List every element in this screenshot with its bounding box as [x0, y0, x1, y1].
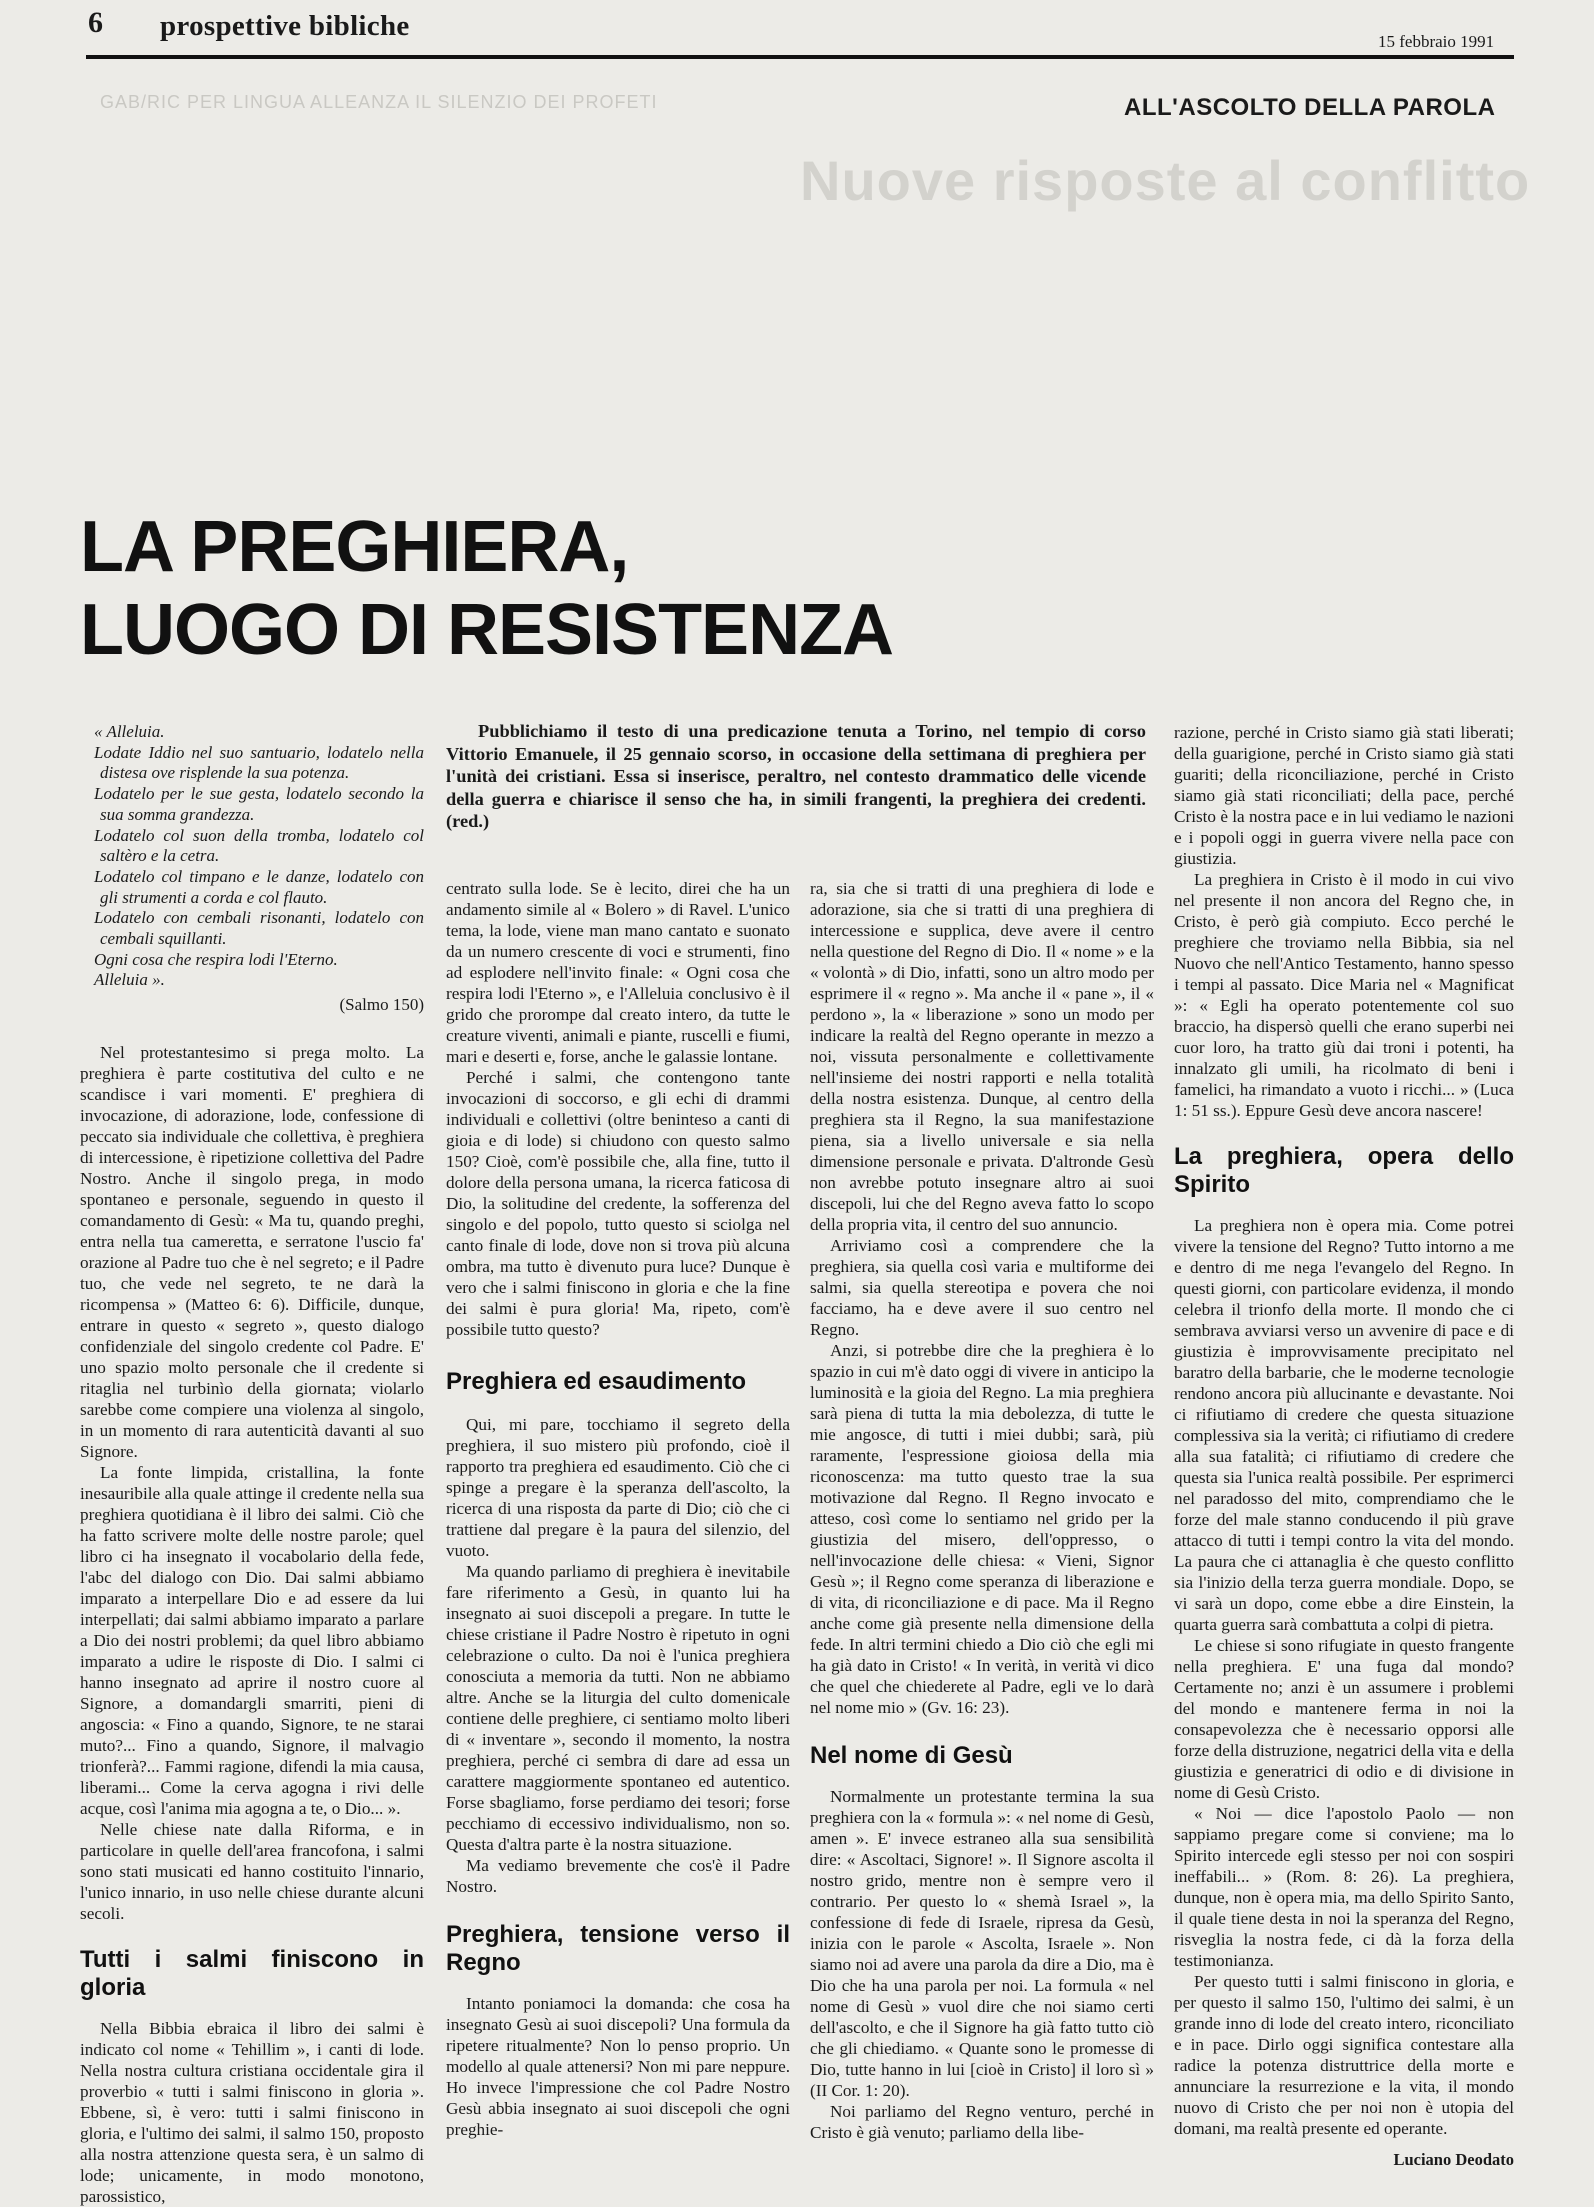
article-title	[80, 506, 980, 672]
paragraph: La preghiera in Cristo è il modo in cui vivo nel presente il non ancora del Regno che, in Cristo, è però già compiuto. Ecco perché le preghiere che troviamo nella Bibbia, sia nel Nuovo che nell'Antico Testamento, hanno spesso i tempi al passato. Dice Maria nel « Magnificat »: « Egli ha operato potentemente col suo braccio, ha dispersò quelli che erano superbi nei cuor loro, ha tratto giù dai troni i potenti, ha innalzato gli umili, ha ricolmato di beni i famelici, ha rimandato a vuoto i ricchi... » (Luca 1: 51 ss.). Eppure Gesù deve ancora nascere!	[1174, 870, 1514, 1120]
title-line-1: LA PREGHIERA,	[80, 507, 629, 587]
paragraph: razione, perché in Cristo siamo già stati liberati; della guarigione, perché in Cristo siamo già stati guariti; della riconciliazione, perché in Cristo siamo già stati riconciliati; della pace, perché Cristo è la nostra pace e in lui vediamo le nazioni e i popoli oggi in guerra vivere nella pace con giustizia.	[1174, 723, 1514, 868]
psalm-line: Alleluia ».	[94, 970, 165, 990]
header-rule	[86, 55, 1514, 59]
subheading-esaudimento: Preghiera ed esaudimento	[446, 1368, 747, 1395]
subheading-nome-di-gesu: Nel nome di Gesù	[810, 1742, 1013, 1769]
column-2	[446, 878, 790, 2140]
psalm-line: Ogni cosa che respira lodi l'Eterno.	[94, 949, 338, 969]
paragraph: Nella Bibbia ebraica il libro dei salmi è indicato col nome « Tehillim », i canti di lode. Nella nostra cultura cristiana occidentale gira il proverbio « tutti i salmi finiscono in gloria ». Ebbene, sì, è vero: tutti i salmi finiscono in gloria, e l'ultimo dei salmi, il salmo 150, proposto alla nostra attenzione questa sera, è un salmo di lode; unicamente, in modo monotono, parossistico,	[80, 2018, 424, 2206]
psalm-line: Lodatelo con cembali risonanti, lodatelo con cembali squillanti.	[94, 908, 424, 949]
paragraph: Nel protestantesimo si prega molto. La preghiera è parte costitutiva del culto e ne scandisce i vari momenti. E' preghiera di invocazione, di adorazione, lode, confessione di peccato sia individuale che collettiva, è preghiera di intercessione, è ripetizione collettiva del Padre Nostro. Anche il singolo prega, in modo spontaneo e personale, seguendo in questo il comandamento di Gesù: « Ma tu, quando preghi, entra nella tua cameretta, e serratone l'uscio fa' orazione al Padre tuo che è nel segreto; e il Padre tuo, che vede nel segreto, te ne darà la ricompensa » (Matteo 6: 6). Difficile, dunque, entrare in questo « segreto », questo dialogo confidenziale del singolo credente col Padre. E' uno spazio molto personale che il credente si ritaglia nel turbinìo della giornata; violarlo sarebbe come compiere una violenza al singolo, in un momento di rara autenticità davanti al suo Signore.	[80, 1042, 424, 1461]
paragraph: Ma vediamo brevemente che cos'è il Padre Nostro.	[446, 1856, 790, 1896]
magazine-name: prospettive bibliche	[160, 10, 410, 42]
subheading-opera-dello-spirito: La preghiera, opera dello Spirito	[1174, 1143, 1514, 1198]
psalm-quote	[80, 722, 424, 1016]
paragraph: Arriviamo così a comprendere che la preghiera, sia quella così varia e multiforme dei salmi, sia quella stereotipa e povera che noi facciamo, ha e deve avere il suo centro nel Regno.	[810, 1236, 1154, 1339]
subheading-tutti-i-salmi: Tutti i salmi finiscono in gloria	[80, 1945, 424, 2001]
bleed-through-text: GAB/RIC PER LINGUA ALLEANZA IL SILENZIO DEI PROFETI	[100, 92, 658, 112]
intro-text: Pubblichiamo il testo di una predicazione tenuta a Torino, nel tempio di corso Vittorio Emanuele, il 25 gennaio scorso, in occasione della settimana di preghiera per l'unità dei cristiani. Essa si inserisce, peraltro, nel contesto drammatico delle vicende della guerra e chiarisce il senso che ha, in simili frangenti, la preghiera dei credenti. (red.)	[446, 721, 1146, 831]
column-4	[1174, 722, 1514, 2170]
psalm-source: (Salmo 150)	[339, 995, 424, 1015]
column-3	[810, 878, 1154, 2143]
paragraph: Normalmente un protestante termina la sua preghiera con la « formula »: « nel nome di Gesù, amen ». E' invece estraneo alla sua sensibilità dire: « Ascoltaci, Signore! ». Il Signore ascolta il nostro grido, mentre non è sempre vero il contrario. Per questo lo « shemà Israel », la confessione di fede di Israele, ripresa da Gesù, inizia con le parole « Ascolta, Israele ». Non siamo noi ad avere una parola da dire a Dio, ma è Dio che ha una parola per noi. La formula « nel nome di Gesù » vuol dire che noi siamo certi dell'ascolto, e che il Signore ha già fatto tutto ciò che gli chiediamo. « Quante sono le promesse di Dio, tutte hanno in lui [cioè in Cristo] il loro sì » (II Cor. 1: 20).	[810, 1787, 1154, 2100]
paragraph: ra, sia che si tratti di una preghiera di lode e adorazione, sia che si tratti di una preghiera di intercessione e supplica, deve avere il centro nella questione del Regno di Dio. Il « nome » e la « volontà » di Dio, infatti, sono un altro modo per esprimere il « regno ». Ma anche il « pane », il « perdono », la « liberazione » sono un modo per indicare la realtà del Regno operante in mezzo a noi, vissuta personalmente e collettivamente nell'insieme dei nostri rapporti e nella totalità della nostra esistenza. Dunque, al centro della preghiera sta il Regno, la sua manifestazione piena, sia a livello universale e sia nella dimensione personale e privata. D'altronde Gesù non avrebbe potuto insegnare altro ai suoi discepoli, lui che del Regno aveva fatto lo scopo della propria vita, il centro del suo annuncio.	[810, 879, 1154, 1234]
section-label: ALL'ASCOLTO DELLA PAROLA	[1124, 94, 1496, 121]
paragraph: Ma quando parliamo di preghiera è inevitabile fare riferimento a Gesù, in quanto lui ha insegnato ai suoi discepoli a pregare. In tutte le chiese cristiane il Padre Nostro è ripetuto in ogni celebrazione o culto. Da noi è l'unica preghiera conosciuta a memoria da tutti. Non ne abbiamo altre. Anche se la liturgia del culto domenicale contiene delle preghiere, ci sentiamo molto liberi di « inventare », secondo il momento, la nostra preghiera, perché ci sembra di dare ad essa un carattere maggiormente spontaneo ed autentico. Forse sbagliamo, forse perdiamo dei tesori; forse pecchiamo di eccessivo individualismo, non so. Questa d'altra parte è la nostra situazione.	[446, 1562, 790, 1854]
bleed-through-heading: Nuove risposte al conflitto	[800, 149, 1531, 212]
paragraph: « Noi — dice l'apostolo Paolo — non sappiamo pregare come si conviene; ma lo Spirito intercede egli stesso per noi con sospiri ineffabili... » (Rom. 8: 26). La preghiera, dunque, non è opera mia, ma dello Spirito Santo, il quale tiene desta in noi la speranza del Regno, risveglia la nostra fede, ci dà la forza della testimonianza.	[1174, 1804, 1514, 1970]
paragraph: Noi parliamo del Regno venturo, perché in Cristo è già venuto; parliamo della libe-	[810, 2102, 1154, 2142]
page-number: 6	[88, 6, 103, 39]
paragraph: Nelle chiese nate dalla Riforma, e in particolare in quelle dell'area francofona, i salmi sono stati musicati ed hanno costituito l'innario, l'unico innario, in uso nelle chiese durante alcuni secoli.	[80, 1819, 424, 1923]
author-signature: Luciano Deodato	[1393, 2150, 1514, 2169]
psalm-line: Lodate Iddio nel suo santuario, lodatelo nella distesa ove risplende la sua potenza.	[94, 742, 424, 783]
article-intro	[446, 720, 1146, 833]
paragraph: Le chiese si sono rifugiate in questo frangente nella preghiera. E' una fuga dal mondo? Certamente no; anzi è un assumere i problemi del mondo e mantenere ferma in noi la consapevolezza che è necessario opporsi alle forze della distruzione, negatrici della vita e della giustizia e generatrici di odio e di divisione in nome di Gesù Cristo.	[1174, 1636, 1514, 1802]
paragraph: Per questo tutti i salmi finiscono in gloria, e per questo il salmo 150, l'ultimo dei salmi, è un grande inno di lode del creato intero, riconciliato e in pace. Dirlo oggi significa contestare alla radice la potenza distruttrice della morte e annunciare la resurrezione e la vita, il mondo nuovo di Cristo che per noi non è utopia del domani, ma realtà presente ed operante.	[1174, 1972, 1514, 2138]
psalm-line: Lodatelo col suon della tromba, lodatelo col saltèro e la cetra.	[94, 825, 424, 866]
psalm-line: Lodatelo col timpano e le danze, lodatelo con gli strumenti a corda e col flauto.	[94, 866, 424, 907]
psalm-line: « Alleluia.	[94, 722, 165, 741]
paragraph: Anzi, si potrebbe dire che la preghiera è lo spazio in cui m'è dato oggi di vivere in anticipo la luminosità e la gioia del Regno. La mia preghiera sarà piena di tutta la mia debolezza, di tutte le mie angosce, di tutti i miei dubbi; sarà, più raramente, l'espressione gioiosa della mia riconoscenza: ma tutto questo trae la sua motivazione dal Regno. Il Regno invocato e atteso, così come lo sentiamo nel grido per la giustizia del misero, dell'oppresso, o nell'invocazione delle chiesa: « Vieni, Signor Gesù »; il Regno come speranza di liberazione e di vita, di riconciliazione e di pace. Ma il Regno anche come già presente nella dimensione della fede. In altri termini chiedo a Dio ciò che egli mi ha già dato in Cristo! « In verità, in verità vi dico che quel che chiederete al Padre, egli ve lo darà nel nome mio » (Gv. 16: 23).	[810, 1341, 1154, 1717]
psalm-line: Lodatelo per le sue gesta, lodatelo secondo la sua somma grandezza.	[94, 784, 424, 824]
paragraph: Qui, mi pare, tocchiamo il segreto della preghiera, il suo mistero più profondo, cioè il rapporto tra preghiera ed esaudimento. Ciò che ci spinge a pregare è la speranza dell'ascolto, la ricerca di una risposta da parte di Dio; ciò che ci trattiene dal pregare è la paura del silenzio, del vuoto.	[446, 1415, 790, 1560]
paragraph: La fonte limpida, cristallina, la fonte inesauribile alla quale attinge il credente nella sua preghiera quotidiana è il libro dei salmi. Ciò che ha fatto scrivere molte delle nostre parole; quel libro ci ha insegnato il vocabolario della fede, l'abc del dialogo con Dio. Dai salmi abbiamo imparato a interpellare Dio e ad essere da lui interpellati; dai salmi abbiamo imparato a parlare a Dio dei nostri problemi; da quel libro abbiamo imparato a udire le risposte di Dio. I salmi ci hanno insegnato ad aprire il nostro cuore al Signore, a domandargli smarriti, pieni di angoscia: « Fino a quando, Signore, te ne starai muto?... Fino a quando, Signore, il malvagio trionferà?... Fammi ragione, difendi la mia causa, liberami... Come la cerva agogna i rivi delle acque, così l'anima mia agogna a te, o Dio... ».	[80, 1462, 424, 1818]
column-1	[80, 722, 424, 2207]
subheading-tensione: Preghiera, tensione verso il Regno	[446, 1921, 790, 1976]
paragraph: centrato sulla lode. Se è lecito, direi che ha un andamento simile al « Bolero » di Ravel. L'unico tema, la lode, viene man mano cantato e suonato da un numero crescente di voci e strumenti, fino ad esplodere nell'invito finale: « Ogni cosa che respira lodi l'Eterno », e l'Alleluia conclusivo è il grido che prorompe dal creato intero, da tutte le creature viventi, animali e piante, ruscelli e fiumi, mari e deserti e, forse, anche le galassie lontane.	[446, 879, 790, 1066]
paragraph: Intanto poniamoci la domanda: che cosa ha insegnato Gesù ai suoi discepoli? Una formula da ripetere ritualmente? Non lo penso proprio. Un modello al quale attenersi? Non mi pare neppure. Ho invece l'impressione che col Padre Nostro Gesù abbia insegnato ai suoi discepoli che ogni preghie-	[446, 1994, 790, 2139]
paragraph: La preghiera non è opera mia. Come potrei vivere la tensione del Regno? Tutto intorno a me e dentro di me nega l'evangelo del Regno. In questi giorni, con particolare evidenza, il mondo celebra il trionfo della morte. Il mondo che ci sembrava avviarsi verso un avvenire di pace e di giustizia è improvvisamente precipitato nel baratro della barbarie, che le moderne tecnologie rendono ancora più allucinante e devastante. Noi ci rifiutiamo di credere che questa situazione complessiva sia la verità; ci rifiutiamo di credere alla sua fatalità; ci rifiutiamo di credere che questa sia l'unica realtà possibile. Per esprimerci nel paradosso del mito, comprendiamo che le forze del male stanno conducendo il più grave attacco di tutti i tempi contro la vita del mondo. La paura che ci attanaglia è che questo conflitto sia l'inizio della terza guerra mondiale. Dopo, se vi sarà un dopo, come ebbe a dire Einstein, la quarta guerra sarà combattuta a colpi di pietra.	[1174, 1216, 1514, 1634]
title-line-2: LUOGO DI RESISTENZA	[80, 590, 894, 670]
paragraph: Perché i salmi, che contengono tante invocazioni di soccorso, e gli echi di drammi individuali e collettivi (oltre beninteso a canti di gioia e di lode) si chiudono con questo salmo 150? Cioè, com'è possibile che, alla fine, tutto il dolore della persona umana, la ricerca faticosa di Dio, la solitudine del credente, la sofferenza del singolo e del popolo, tutto questo si sciolga nel canto finale di lode, dove non si trova più alcuna ombra, ma tutto è divenuto pura luce? Dunque è vero che i salmi finiscono in gloria e che la fine dei salmi è pura gloria! Ma, ripeto, com'è possibile tutto questo?	[446, 1068, 790, 1339]
issue-date: 15 febbraio 1991	[1378, 32, 1495, 51]
